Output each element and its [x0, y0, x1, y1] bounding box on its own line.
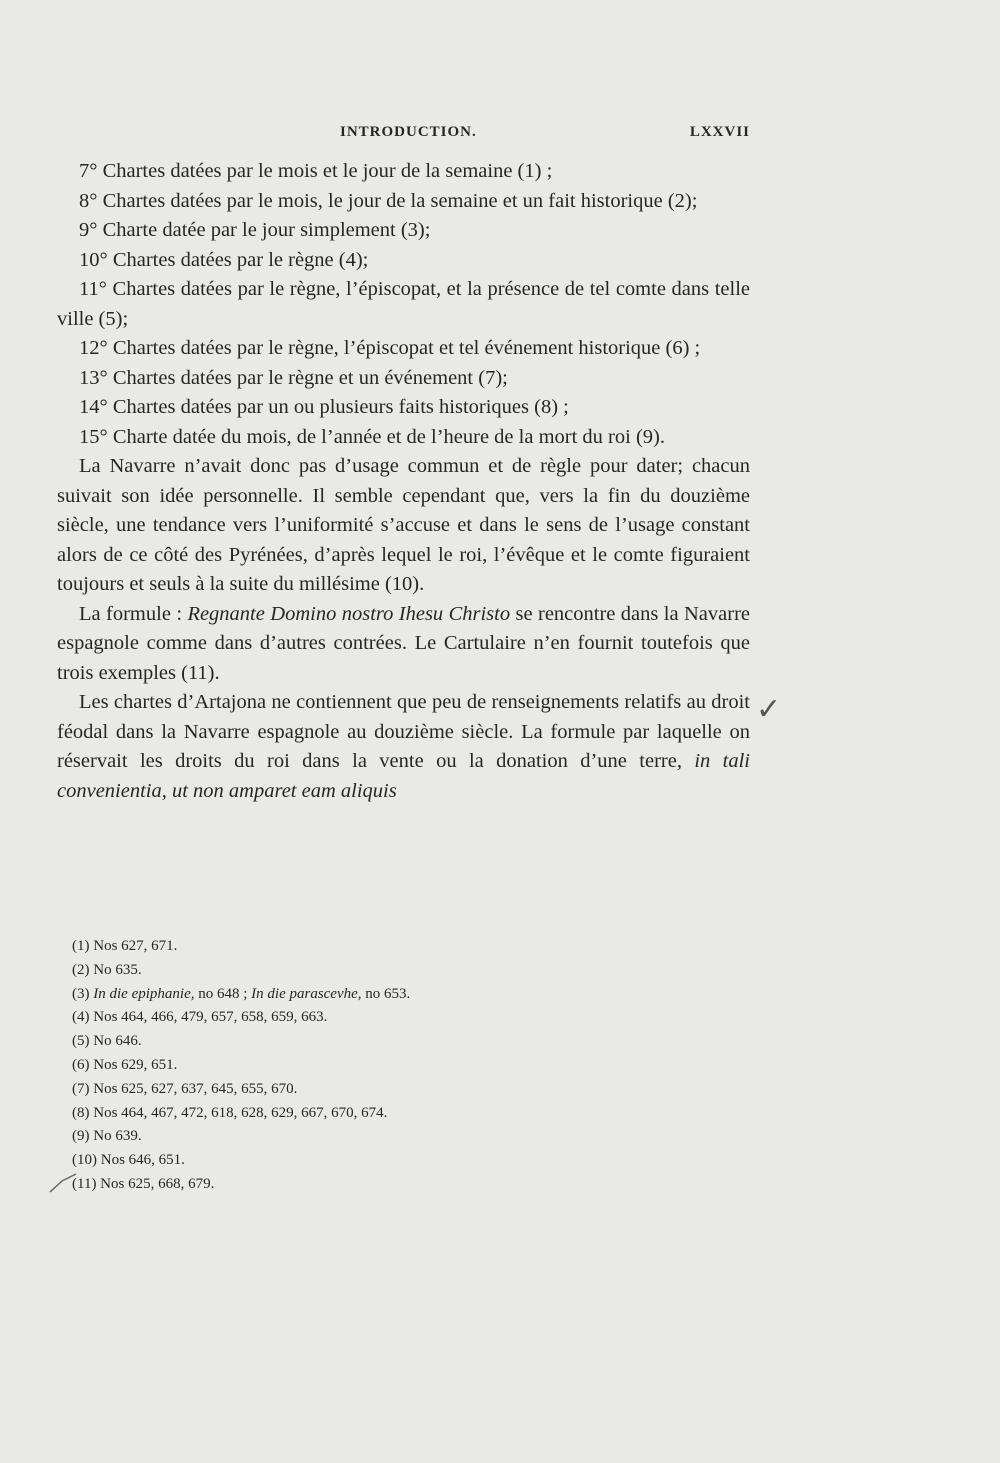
footnote-9: (9) No 639.	[72, 1128, 142, 1145]
footnote-8: (8) Nos 464, 467, 472, 618, 628, 629, 667, 670, 674.	[72, 1104, 388, 1121]
list-item-13: 13° Chartes datées par le règne et un événement (7);	[79, 366, 508, 389]
list-item-15: 15° Charte datée du mois, de l’année et de l’heure de la mort du roi (9).	[79, 425, 665, 448]
list-item-9: 9° Charte datée par le jour simplement (3);	[79, 219, 431, 241]
footnote-6: (6) Nos 629, 651.	[72, 1056, 178, 1073]
page-number: LXXVII	[689, 124, 750, 140]
margin-checkmark: ✓	[756, 693, 782, 726]
footnote-7: (7) Nos 625, 627, 637, 645, 655, 670.	[72, 1080, 298, 1097]
paragraph-formule: La formule : Regnante Domino nostro Ihesu Christo se rencontre dans la Navarre espagnole comme dans d’autres contrées. Le Cartulaire n’en fournit toutefois que trois exemples (11).	[57, 602, 750, 684]
body-text	[57, 157, 750, 806]
list-item-11: 11° Chartes datées par le règne, l’épiscopat, et la présence de tel comte dans telle ville (5);	[57, 278, 750, 330]
footnote-10: (10) Nos 646, 651.	[72, 1152, 185, 1169]
footnotes	[72, 935, 712, 1197]
footnote-4: (4) Nos 464, 466, 479, 657, 658, 659, 663.	[72, 1009, 328, 1026]
footnote-1: (1) Nos 627, 671.	[72, 938, 178, 954]
running-title: INTRODUCTION.	[340, 124, 477, 140]
paragraph-artajona: Les chartes d’Artajona ne contiennent que peu de renseignements relatifs au droit féodal dans la Navarre espagnole au douzième siècle. La formule par laquelle on réservait les droits du roi dans la vente ou la donation d’une terre, in tali convenientia, ut non amparet eam aliquis	[57, 691, 750, 802]
footnote-11: (11) Nos 625, 668, 679.	[72, 1175, 215, 1192]
list-item-8: 8° Chartes datées par le mois, le jour de la semaine et un fait historique (2);	[79, 189, 698, 212]
footnote-3: (3) In die epiphanie, no 648 ; In die parascevhe, no 653.	[72, 985, 411, 1002]
footnote-5: (5) No 646.	[72, 1033, 142, 1050]
latin-clause: in tali convenientia, ut non amparet eam aliquis	[57, 750, 750, 802]
latin-formula: Regnante Domino nostro Ihesu Christo	[187, 602, 511, 625]
list-item-12: 12° Chartes datées par le règne, l’épiscopat et tel événement historique (6) ;	[79, 337, 701, 359]
list-item-10: 10° Chartes datées par le règne (4);	[79, 248, 369, 271]
list-item-14: 14° Chartes datées par un ou plusieurs faits historiques (8) ;	[79, 396, 569, 418]
list-item-7: 7° Chartes datées par le mois et le jour de la semaine (1) ;	[79, 160, 553, 182]
footnote-2: (2) No 635.	[72, 961, 142, 978]
pencil-tick-mark	[48, 1172, 78, 1194]
paragraph-navarre-usage: La Navarre n’avait donc pas d’usage commun et de règle pour dater; chacun suivait son idée personnelle. Il semble cependant que, vers la fin du douzième siècle, une tendance vers l’uniformité s’accuse et dans le sens de l’usage constant alors de ce côté des Pyrénées, d’après lequel le roi, l’évêque et le comte figuraient toujours et seuls à la suite du millésime (10).	[57, 455, 750, 595]
